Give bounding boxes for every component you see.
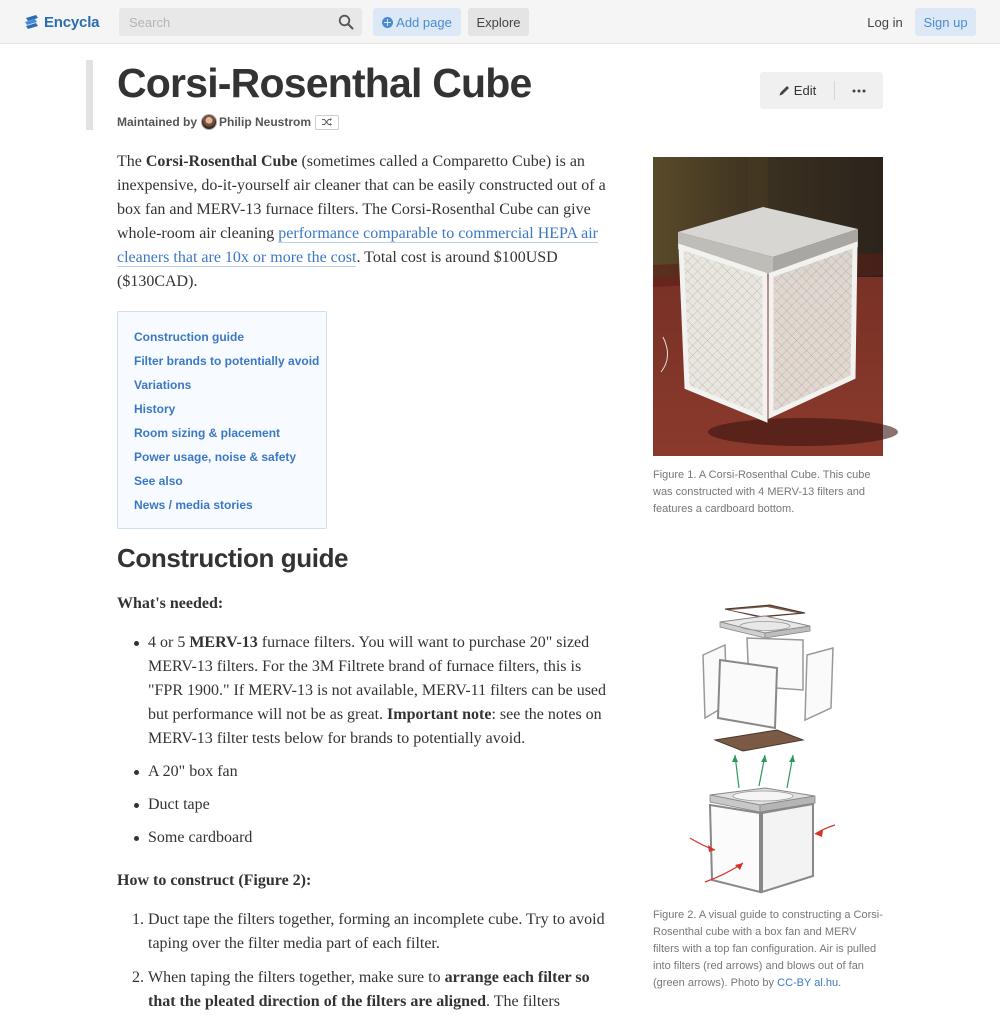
construction-steps [132, 908, 613, 1024]
important-note: Important note [387, 706, 492, 723]
item-text: : see the notes on MERV-13 filter tests below for brands to potentially avoid. [148, 706, 602, 747]
maintainer-avatar[interactable] [201, 114, 217, 130]
list-item [132, 908, 613, 956]
toc-item-history[interactable]: History [134, 402, 176, 416]
construction-guide-heading: Construction guide [117, 543, 349, 573]
intro-text-1: The [117, 153, 146, 170]
materials-list [148, 631, 613, 859]
plus-circle-icon [382, 17, 393, 28]
edit-label: Edit [793, 83, 817, 98]
license-link[interactable]: CC-BY al.hu [777, 977, 839, 989]
search-input[interactable] [119, 8, 329, 36]
add-page-button[interactable] [373, 8, 461, 36]
list-item: Duct tape [148, 793, 613, 817]
intro-text-3: . Total cost is around $100USD ($130CAD). [117, 249, 558, 290]
list-item: Some cardboard [148, 826, 613, 850]
how-heading-part: ): [300, 872, 312, 889]
page-title: Corsi-Rosenthal Cube [117, 60, 532, 106]
pencil-icon [778, 84, 791, 97]
site-logo[interactable] [24, 11, 99, 33]
toc-item-variations[interactable]: Variations [134, 378, 192, 392]
list-item: A 20" box fan [148, 760, 613, 784]
brand-name: Encycla [44, 13, 100, 31]
shuffle-button[interactable] [315, 115, 339, 130]
item-text: 4 or 5 [148, 634, 190, 651]
toc-item-construction-guide[interactable]: Construction guide [134, 330, 244, 344]
edit-button[interactable] [760, 72, 834, 109]
explore-button[interactable]: Explore [468, 8, 529, 36]
table-of-contents [117, 311, 327, 529]
how-heading-part: How to construct ( [117, 872, 244, 889]
maintainer-name[interactable]: Philip Neustrom [219, 115, 312, 129]
figure-2-reference: Figure 2 [243, 872, 301, 889]
how-to-construct-heading [117, 870, 311, 892]
step-text: . The filters [486, 993, 560, 1010]
item-bold: MERV-13 [189, 634, 258, 651]
intro-text-2: (sometimes called a Comparetto Cube) is an inexpensive, do-it-yourself air cleaner that can be easily constructed out of a box fan and MERV-13 furnace filters. The Corsi-Rosenthal Cube can give whole-room air cleaning [117, 153, 606, 242]
list-item [132, 966, 613, 1014]
more-options-button[interactable] [835, 72, 883, 109]
figure-2-diagram[interactable] [685, 600, 845, 895]
toc-item-room-sizing[interactable]: Room sizing & placement [134, 426, 281, 440]
step-text: When taping the filters together, make sure to [148, 969, 445, 986]
page-actions [760, 72, 883, 109]
step-number: 2. [132, 969, 144, 986]
search-icon[interactable] [338, 14, 354, 30]
step-bold: arrange each filter so that the pleated direction of the filters are aligned [148, 969, 590, 1010]
step-number: 1. [132, 911, 144, 928]
top-navigation-bar [0, 0, 1000, 44]
search-box [119, 8, 362, 36]
intro-bold-title: Corsi-Rosenthal Cube [145, 153, 298, 170]
figure-2-caption [653, 907, 885, 992]
title-accent-bar [86, 60, 93, 130]
add-page-label: Add page [396, 14, 452, 30]
whats-needed-heading: What's needed: [117, 595, 224, 612]
list-item [148, 631, 613, 751]
signup-button[interactable]: Sign up [915, 8, 976, 36]
toc-item-power-usage[interactable]: Power usage, noise & safety [134, 450, 297, 464]
intro-paragraph [117, 150, 612, 294]
login-link[interactable]: Log in [867, 14, 903, 30]
toc-item-news-media[interactable]: News / media stories [134, 498, 253, 512]
maintainer-line [117, 113, 339, 131]
figure-1-photo[interactable] [653, 157, 883, 456]
maintained-by-label: Maintained by [117, 115, 198, 129]
figure-1-caption: Figure 1. A Corsi-Rosenthal Cube. This cube was constructed with 4 MERV-13 filters and features a cardboard bottom. [653, 469, 871, 515]
shuffle-icon [321, 117, 333, 127]
figure-2-caption-text: Figure 2. A visual guide to constructing a Corsi-Rosenthal cube with a box fan and MERV filters with a top fan configuration. Air is pulled into filters (red arrows) and blows out of fan (green arrows). Photo by [653, 909, 883, 989]
step-text: Duct tape the filters together, forming an incomplete cube. Try to avoid taping over the filter media part of each filter. [148, 911, 605, 952]
toc-item-filter-brands[interactable]: Filter brands to potentially avoid [134, 354, 320, 368]
more-dots-icon [852, 89, 866, 93]
toc-item-see-also[interactable]: See also [134, 474, 183, 488]
item-text: furnace filters. You will want to purchase 20" sized MERV-13 filters. For the 3M Filtrete brand of furnace filters, this is "FPR 1900." If MERV-13 is not available, MERV-11 filters can be used but performance will not be as great. [148, 634, 607, 723]
caption-end: . [838, 977, 842, 989]
encycla-logo-icon [24, 14, 40, 30]
performance-link[interactable]: performance comparable to commercial HEPA air cleaners that are 10x or more the cost [117, 225, 599, 266]
